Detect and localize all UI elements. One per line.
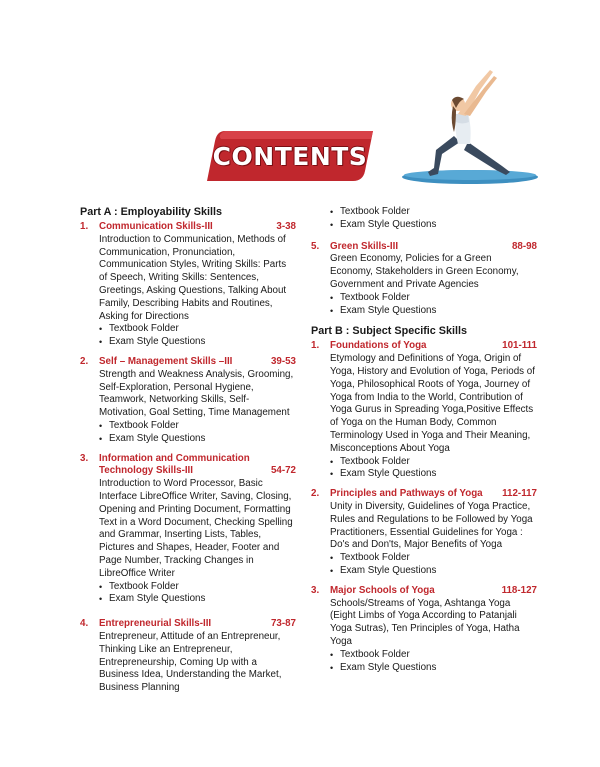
entry-bullets	[330, 292, 537, 318]
bullet-item: • Exam Style Questions	[330, 305, 537, 318]
entry-title[interactable]: Entrepreneurial Skills-III	[99, 618, 212, 630]
entry-description: Entrepreneur, Attitude of an Entrepreneur, Thinking Like an Entrepreneur, Entrepreneurship, Coming Up with a Business Idea, Understanding the Market, Business Planning	[99, 630, 282, 694]
entry-number: 5.	[311, 240, 320, 252]
toc-entry	[311, 340, 537, 481]
entry-pages: 39-53	[270, 355, 296, 367]
entry-bullets	[99, 323, 296, 349]
entry-pages: 54-72	[270, 465, 296, 477]
entry-bullets	[99, 420, 296, 446]
toc-entry	[80, 618, 296, 695]
bullet-item: • Textbook Folder	[330, 552, 537, 565]
toc-entry	[80, 221, 296, 349]
entry-title[interactable]: Self – Management Skills –III	[99, 355, 233, 367]
continued-bullets	[311, 206, 537, 232]
entry-number: 4.	[80, 618, 89, 630]
entry-bullets	[330, 649, 537, 675]
contents-banner	[207, 131, 373, 181]
toc-left-column	[80, 206, 296, 702]
toc-right-column	[311, 206, 537, 681]
entry-number: 2.	[80, 355, 89, 367]
bullet-item: • Textbook Folder	[330, 206, 537, 219]
entry-description: Schools/Streams of Yoga, Ashtanga Yoga (Eight Limbs of Yoga According to Patanjali Yoga Sutras), Ten Principles of Yoga, Hatha Yoga	[330, 597, 520, 647]
entry-number: 3.	[80, 452, 89, 464]
bullet-item: • Exam Style Questions	[99, 433, 296, 446]
entry-title-line1[interactable]: Information and Communication	[99, 452, 250, 464]
bullet-item: • Exam Style Questions	[330, 468, 537, 481]
entry-title[interactable]: Major Schools of Yoga	[330, 584, 435, 596]
bullet-item: • Textbook Folder	[99, 323, 296, 336]
entry-pages: 101-111	[502, 340, 537, 352]
entry-description: Green Economy, Policies for a Green Economy, Stakeholders in Green Economy, Government and Private Agencies	[330, 253, 519, 290]
contents-title: CONTENTS	[212, 141, 368, 171]
bullet-item: • Textbook Folder	[330, 292, 537, 305]
toc-entry	[311, 488, 537, 578]
entry-pages: 118-127	[501, 584, 537, 596]
entry-description: Unity in Diversity, Guidelines of Yoga Practice, Rules and Regulations to be Followed by Yoga Practitioners, Essential Guidelines for Yoga : Do's and Don'ts, Major Benefits of Yoga	[330, 500, 533, 551]
bullet-item: • Exam Style Questions	[99, 593, 296, 606]
entry-pages: 112-117	[502, 488, 537, 500]
entry-bullets	[99, 581, 296, 607]
entry-bullets	[330, 456, 537, 482]
bullet-item: • Textbook Folder	[330, 456, 537, 469]
bullet-item: • Textbook Folder	[99, 420, 296, 433]
part-b-title: Part B : Subject Specific Skills	[311, 325, 468, 338]
entry-pages: 88-98	[511, 240, 537, 252]
entry-pages: 3-38	[276, 221, 296, 232]
yoga-warrior-pose-icon	[398, 62, 538, 188]
toc-entry	[80, 356, 296, 446]
entry-description: Etymology and Definitions of Yoga, Origin of Yoga, History and Evolution of Yoga, Periods of Yoga, Philosophical Roots of Yoga, Journey of Yoga from India to the World, Contribution of Yoga Gurus in Spreading Yoga,Positive Effects of Yoga on the Human Body, Common Terminology Used in Yoga and Their Meaning, Misconceptions About Yoga	[330, 353, 535, 454]
bullet-item: • Textbook Folder	[330, 649, 537, 662]
toc-entry	[311, 241, 537, 318]
entry-title[interactable]: Foundations of Yoga	[330, 340, 427, 352]
entry-title[interactable]: Communication Skills-III	[99, 221, 213, 232]
entry-description: Strength and Weakness Analysis, Grooming, Self-Exploration, Personal Hygiene, Teamwork, Networking Skills, Self-Motivation, Goal Setting, Time Management	[99, 368, 294, 419]
entry-number: 3.	[311, 584, 320, 596]
entry-number: 1.	[311, 340, 320, 352]
part-a-title: Part A : Employability Skills	[80, 206, 222, 218]
entry-number: 1.	[80, 221, 89, 232]
entry-number: 2.	[311, 488, 320, 500]
toc-entry	[311, 585, 537, 675]
toc-entry	[80, 453, 296, 607]
yoga-pose-illustration	[398, 62, 538, 188]
bullet-item: • Exam Style Questions	[330, 219, 537, 232]
entry-description: Introduction to Communication, Methods of Communication, Pronunciation, Communication Styles, Writing Skills: Parts of Speech, Writing Skills: Sentences, Greetings, Asking Questions, Talking About Family, Describing Habits and Routines, Asking for Directions	[99, 233, 287, 322]
entry-title[interactable]: Principles and Pathways of Yoga	[330, 488, 483, 500]
entry-title[interactable]: Green Skills-III	[330, 240, 399, 252]
bullet-item: • Exam Style Questions	[99, 336, 296, 349]
entry-bullets	[330, 552, 537, 578]
entry-pages: 73-87	[270, 618, 296, 630]
bullet-item: • Exam Style Questions	[330, 565, 537, 578]
entry-title-line2[interactable]: Technology Skills-III	[99, 465, 193, 477]
entry-description: Introduction to Word Processor, Basic Interface LibreOffice Writer, Saving, Closing, Opening and Printing Document, Formatting Text in a Word Document, Checking Spelling and Grammar, Inserting Lists, Tables, Pictures and Shapes, Header, Footer and Page Number, Tracking Changes in LibreOffice Writer	[99, 478, 293, 579]
bullet-item: • Exam Style Questions	[330, 662, 537, 675]
bullet-item: • Textbook Folder	[99, 581, 296, 594]
